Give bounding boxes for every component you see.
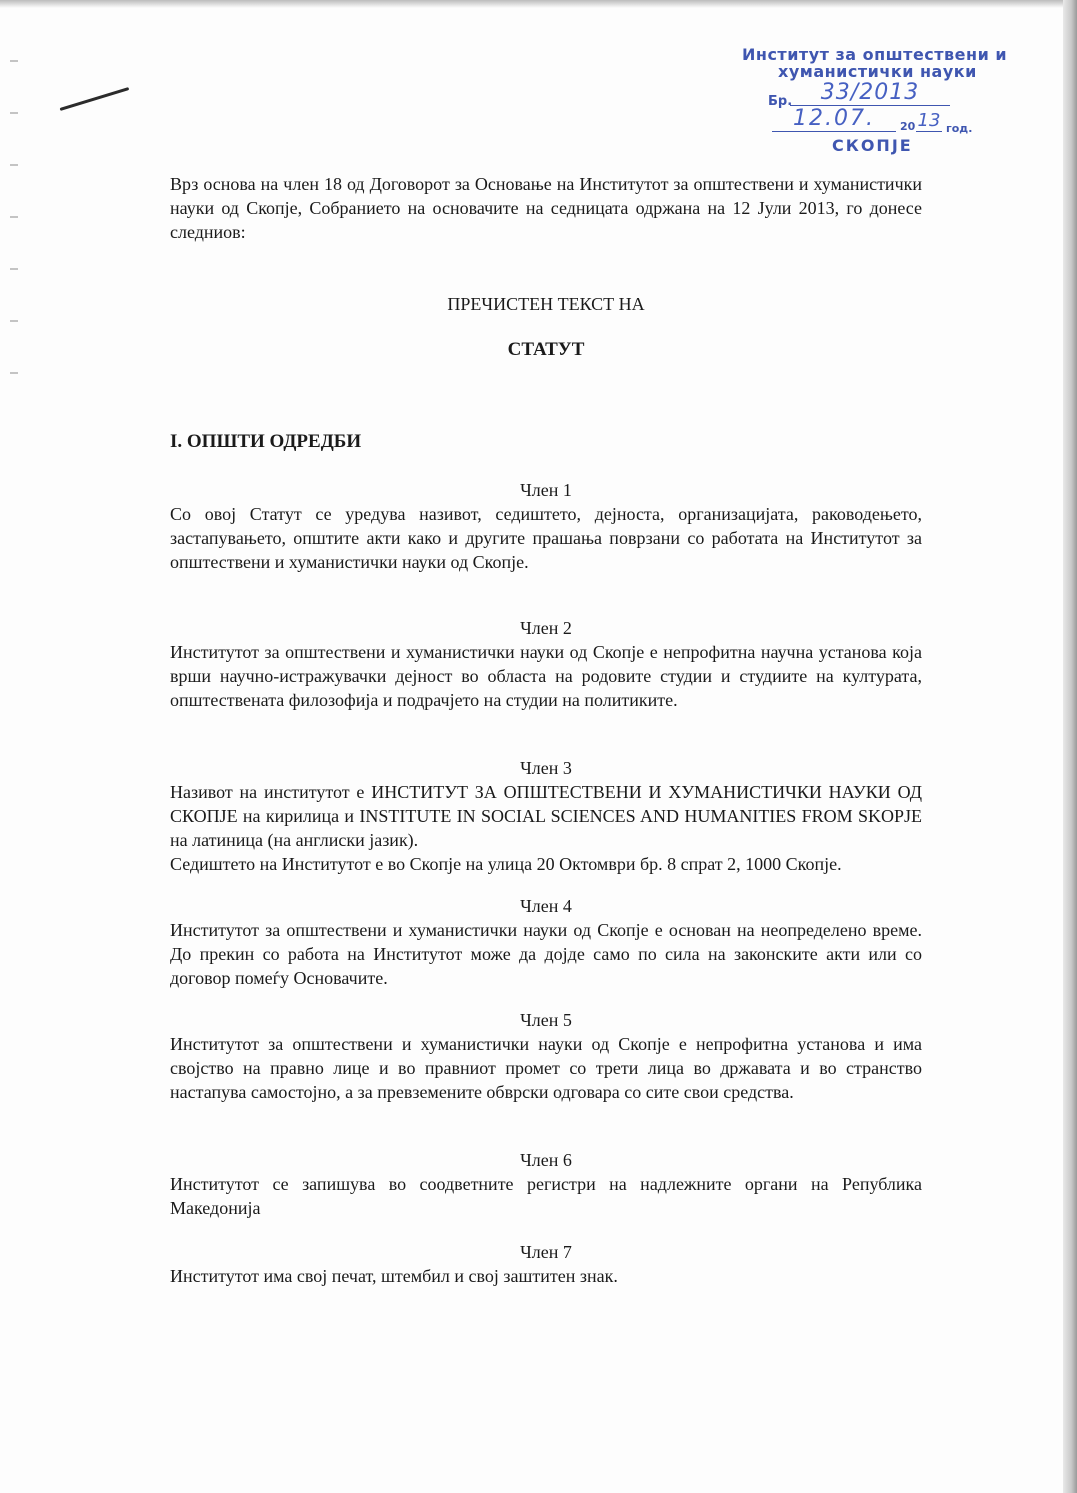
stamp-date-value: 12.07. [772, 106, 896, 132]
article-1 [170, 478, 922, 574]
article-number: Член 5 [520, 1010, 572, 1030]
article-paragraph: Институтот за општествени и хуманистички науки од Скопје е основан на неопределено време. До прекин со работа на Институтот може да дојде само по сила на законските акти или со договор помеѓу Основачите. [170, 920, 922, 988]
article-3 [170, 756, 922, 876]
article-6 [170, 1148, 922, 1220]
article-paragraph: Седиштето на Институтот е во Скопје на улица 20 Октомври бр. 8 спрат 2, 1000 Скопје. [170, 854, 842, 874]
article-number: Член 2 [520, 618, 572, 638]
article-paragraph: Називот на институтот е ИНСТИТУТ ЗА ОПШТЕСТВЕНИ И ХУМАНИСТИЧКИ НАУКИ ОД СКОПЈЕ на кирилица и INSTITUTE IN SOCIAL SCIENCES AND HUMANITIES FROM SKOPJE на латиница (на англиски јазик). [170, 782, 922, 850]
article-number: Член 3 [520, 758, 572, 778]
article-paragraph: Институтот за општествени и хуманистички науки од Скопје е непрофитна установа и има својство на правно лице и во правниот промет со трети лица во државата и во странство настапува самостојно, а за превземените обврски одговара со сите свои средства. [170, 1034, 922, 1102]
section-heading: I. ОПШТИ ОДРЕДБИ [170, 431, 362, 452]
scan-left-marks [10, 60, 20, 480]
article-4 [170, 894, 922, 990]
article-paragraph: Со овој Статут се уредува називот, седиштето, дејноста, организацијата, раководењето, застапувањето, општите акти како и другите прашања поврзани со работата на Институтот за општествени и хуманистички науки од Скопје. [170, 504, 922, 572]
article-paragraph: Институтот за општествени и хуманистички науки од Скопје е непрофитна научна установа која врши научно-истражувачки дејност во областа на родовите студии и студиите на културата, општествената филозофија и подрачјето на студии на политиките. [170, 642, 922, 710]
stamp-city: СКОПЈЕ [832, 136, 913, 155]
article-number: Член 4 [520, 896, 572, 916]
article-paragraph: Институтот се запишува во соодветните регистри на надлежните органи на Република Македонија [170, 1174, 922, 1218]
stamp-number-label: Бр. [768, 94, 793, 109]
stamp-year-suffix: год. [946, 122, 973, 135]
document-title-line1: ПРЕЧИСТЕН ТЕКСТ НА [447, 294, 645, 314]
article-7 [170, 1240, 922, 1288]
article-number: Член 7 [520, 1242, 572, 1262]
stamp-year-prefix: 20 [900, 120, 916, 133]
stamp-year-value: 13 [917, 110, 941, 131]
registration-stamp [720, 40, 1030, 170]
scan-right-edge [1063, 0, 1077, 1493]
article-number: Член 1 [520, 480, 572, 500]
stamp-institution-line1: Институт за општествени и [742, 45, 1008, 64]
article-5 [170, 1008, 922, 1104]
stamp-number-value: 33/2013 [790, 80, 950, 106]
article-paragraph: Институтот има свој печат, штембил и свој заштитен знак. [170, 1266, 618, 1286]
pen-mark [60, 87, 130, 111]
article-2 [170, 616, 922, 712]
scan-top-edge [0, 0, 1077, 8]
document-title-line2: СТАТУТ [507, 339, 585, 360]
stamp-institution-line2: хуманистички науки [778, 62, 977, 81]
intro-paragraph: Врз основа на член 18 од Договорот за Основање на Институтот за општествени и хуманистички науки од Скопје, Собранието на основачите на седницата одржана на 12 Јули 2013, го донесе следниов: [170, 174, 922, 242]
article-number: Член 6 [520, 1150, 572, 1170]
